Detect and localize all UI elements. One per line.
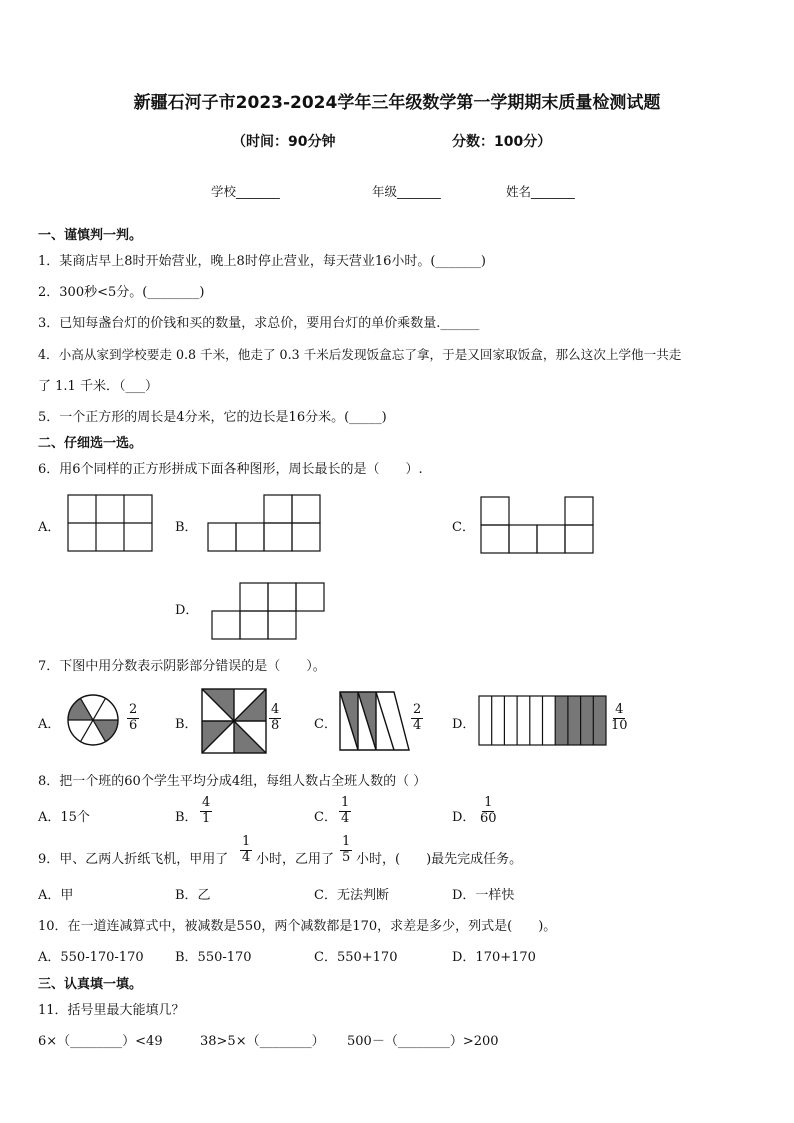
q7-fraction-d: $\frac{4}{10}$	[611, 702, 628, 733]
q10-option-a[interactable]: A．550-170-170	[38, 950, 144, 965]
q10-option-d[interactable]: D．170+170	[452, 950, 536, 965]
q7-option-c-label[interactable]: C．	[314, 717, 337, 732]
question-8: 8．把一个班的60个学生平均分成4组，每组人数占全班人数的（ ）	[38, 774, 427, 789]
section-heading-2: 二、仔细选一选。	[38, 436, 143, 451]
question-7: 7．下图中用分数表示阴影部分错误的是（ ）。	[38, 659, 326, 674]
question-2: 2．300秒<5分。(________)	[38, 285, 205, 300]
q7-strips-figure	[478, 695, 608, 747]
q7-fraction-b: $\frac{4}{8}$	[271, 702, 280, 733]
q9-option-a[interactable]: A．甲	[38, 888, 74, 903]
q6-shape-b	[207, 494, 323, 552]
q11-item-1[interactable]: 6×（________）<49	[38, 1034, 163, 1049]
q8-option-c-label[interactable]: C．	[314, 810, 337, 825]
q8-fraction-b: $\frac{4}{1}$	[202, 795, 211, 826]
q6-option-d-label[interactable]: D．	[175, 603, 199, 618]
q6-option-a-label[interactable]: A．	[38, 520, 61, 535]
name-field[interactable]: 姓名_______	[506, 184, 575, 199]
q8-option-b-label[interactable]: B．	[175, 810, 198, 825]
q9-option-b[interactable]: B．乙	[175, 888, 211, 903]
q6-shape-a	[67, 494, 154, 552]
question-9-text-mid: 小时，乙用了	[256, 852, 335, 867]
q8-fraction-c: $\frac{1}{4}$	[341, 795, 350, 826]
q7-circle-figure	[63, 690, 123, 750]
q6-shape-d	[211, 582, 326, 640]
question-5: 5．一个正方形的周长是4分米，它的边长是16分米。(_____)	[38, 410, 387, 425]
question-9-text-end: 小时，( )最先完成任务。	[356, 852, 523, 867]
q6-option-c-label[interactable]: C．	[452, 520, 475, 535]
q6-shape-c	[480, 496, 595, 554]
q11-item-2[interactable]: 38>5×（________）	[200, 1034, 325, 1049]
q7-fraction-a: $\frac{2}{6}$	[129, 702, 138, 733]
q7-square-figure	[201, 688, 267, 754]
question-1: 1．某商店早上8时开始营业，晚上8时停止营业，每天营业16小时。(_______)	[38, 254, 486, 269]
question-6: 6．用6个同样的正方形拼成下面各种图形，周长最长的是（ ）.	[38, 462, 423, 477]
question-9-text-start: 9．甲、乙两人折纸飞机，甲用了	[38, 852, 229, 867]
total-score: 分数：100分）	[452, 134, 552, 150]
page-title: 新疆石河子市2023-2024学年三年级数学第一学期期末质量检测试题	[133, 93, 661, 113]
section-heading-3: 三、认真填一填。	[38, 977, 143, 992]
q7-option-a-label[interactable]: A．	[38, 717, 61, 732]
time-limit: （时间：90分钟	[232, 134, 336, 150]
question-3: 3．已知每盏台灯的价钱和买的数量，求总价，要用台灯的单价乘数量.______	[38, 316, 480, 331]
q7-option-b-label[interactable]: B．	[175, 717, 198, 732]
q8-option-a[interactable]: A．15个	[38, 810, 90, 825]
q9-option-d[interactable]: D．一样快	[452, 888, 515, 903]
q10-option-b[interactable]: B．550-170	[175, 950, 252, 965]
school-field[interactable]: 学校_______	[211, 184, 280, 199]
section-heading-1: 一、谨慎判一判。	[38, 228, 143, 243]
q8-fraction-d: $\frac{1}{60}$	[480, 795, 497, 826]
q11-item-3[interactable]: 500－（________）>200	[347, 1034, 499, 1049]
q7-fraction-c: $\frac{2}{4}$	[413, 702, 422, 733]
grade-field[interactable]: 年级_______	[372, 184, 441, 199]
question-10: 10．在一道连减算式中，被减数是550，两个减数都是170，求差是多少，列式是( )。	[38, 919, 557, 934]
q6-option-b-label[interactable]: B．	[175, 520, 198, 535]
q9-fraction-2: $\frac{1}{5}$	[342, 834, 351, 865]
question-11: 11．括号里最大能填几？	[38, 1003, 185, 1018]
question-4-line1: 4．小高从家到学校要走 0.8 千米，他走了 0.3 千米后发现饭盒忘了拿，于是又回家取饭盒，那么这次上学他一共走	[38, 347, 682, 362]
q9-fraction-1: $\frac{1}{4}$	[242, 834, 251, 865]
q7-parallelogram-figure	[337, 690, 411, 752]
q8-option-d-label[interactable]: D．	[452, 810, 476, 825]
q10-option-c[interactable]: C．550+170	[314, 950, 398, 965]
question-4-line2: 了 1.1 千米．（___）	[38, 379, 158, 394]
q7-option-d-label[interactable]: D．	[452, 717, 476, 732]
q9-option-c[interactable]: C．无法判断	[314, 888, 389, 903]
